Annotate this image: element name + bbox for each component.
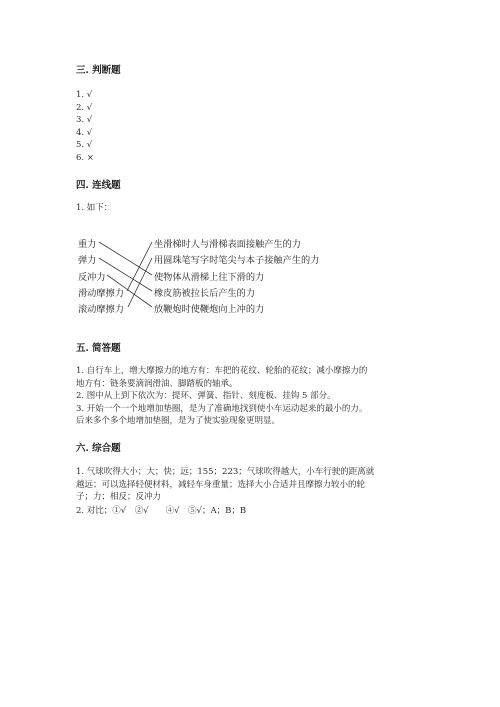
answer-line: 地方有：链条要滴润滑油、脚踏板的轴承。 bbox=[76, 378, 238, 389]
force-description: 橡皮筋被拉长后产生的力 bbox=[154, 288, 256, 299]
section-4-intro: 1. 如下： bbox=[76, 203, 113, 213]
force-name: 弹力 bbox=[78, 255, 97, 266]
force-name: 滚动摩擦力 bbox=[78, 304, 124, 315]
force-description: 放鞭炮时使鞭炮向上冲的力 bbox=[154, 304, 265, 315]
answer-line: 1. 自行车上，增大摩擦力的地方有：车把的花纹、轮胎的花纹；减小摩擦力的 bbox=[76, 366, 368, 376]
section-4-title: 四. 连线题 bbox=[76, 180, 121, 191]
matching-diagram bbox=[76, 234, 346, 318]
force-description: 用圆珠笔写字时笔尖与本子接触产生的力 bbox=[154, 255, 320, 266]
section-3-title: 三. 判断题 bbox=[76, 65, 121, 76]
answer-line: 2. 对比；①√ ②√ ④√ ⑤√；A；B；B bbox=[76, 506, 247, 516]
force-name: 滑动摩擦力 bbox=[78, 288, 124, 299]
force-description: 坐滑梯时人与滑梯表面接触产生的力 bbox=[154, 239, 301, 250]
answer-item: 4. √ bbox=[76, 127, 93, 138]
answer-item: 2. √ bbox=[76, 102, 93, 113]
section-6-title: 六. 综合题 bbox=[76, 443, 121, 454]
answer-line: 1. 气球吹得大小；大；快；远；155；223；气球吹得越大，小车行驶的距离就 bbox=[76, 467, 375, 477]
force-description: 使物体从滑梯上往下滑的力 bbox=[154, 272, 265, 283]
answer-line: 子；力；相反；反冲力 bbox=[76, 492, 162, 502]
answer-item: 1. √ bbox=[76, 90, 93, 100]
answer-line: 3. 开始一个一个地增加垫圈，是为了准确地找到使小车运动起来的最小的力。 bbox=[76, 403, 368, 414]
section-5-title: 五. 简答题 bbox=[76, 343, 121, 354]
force-name: 重力 bbox=[78, 239, 97, 250]
force-name: 反冲力 bbox=[78, 272, 106, 283]
answer-item: 5. √ bbox=[76, 140, 93, 150]
answer-item: 6. × bbox=[76, 152, 94, 163]
answer-line: 后来多个多个地增加垫圈，是为了使实验现象更明显。 bbox=[76, 416, 281, 426]
answer-item: 3. √ bbox=[76, 115, 93, 125]
answer-line: 2. 图中从上到下依次为：提环、弹簧、指针、刻度板、挂钩 5 部分。 bbox=[76, 391, 336, 401]
answer-line: 越远；可以选择轻便材料，减轻车身重量；选择大小合适并且摩擦力较小的轮 bbox=[76, 479, 366, 490]
